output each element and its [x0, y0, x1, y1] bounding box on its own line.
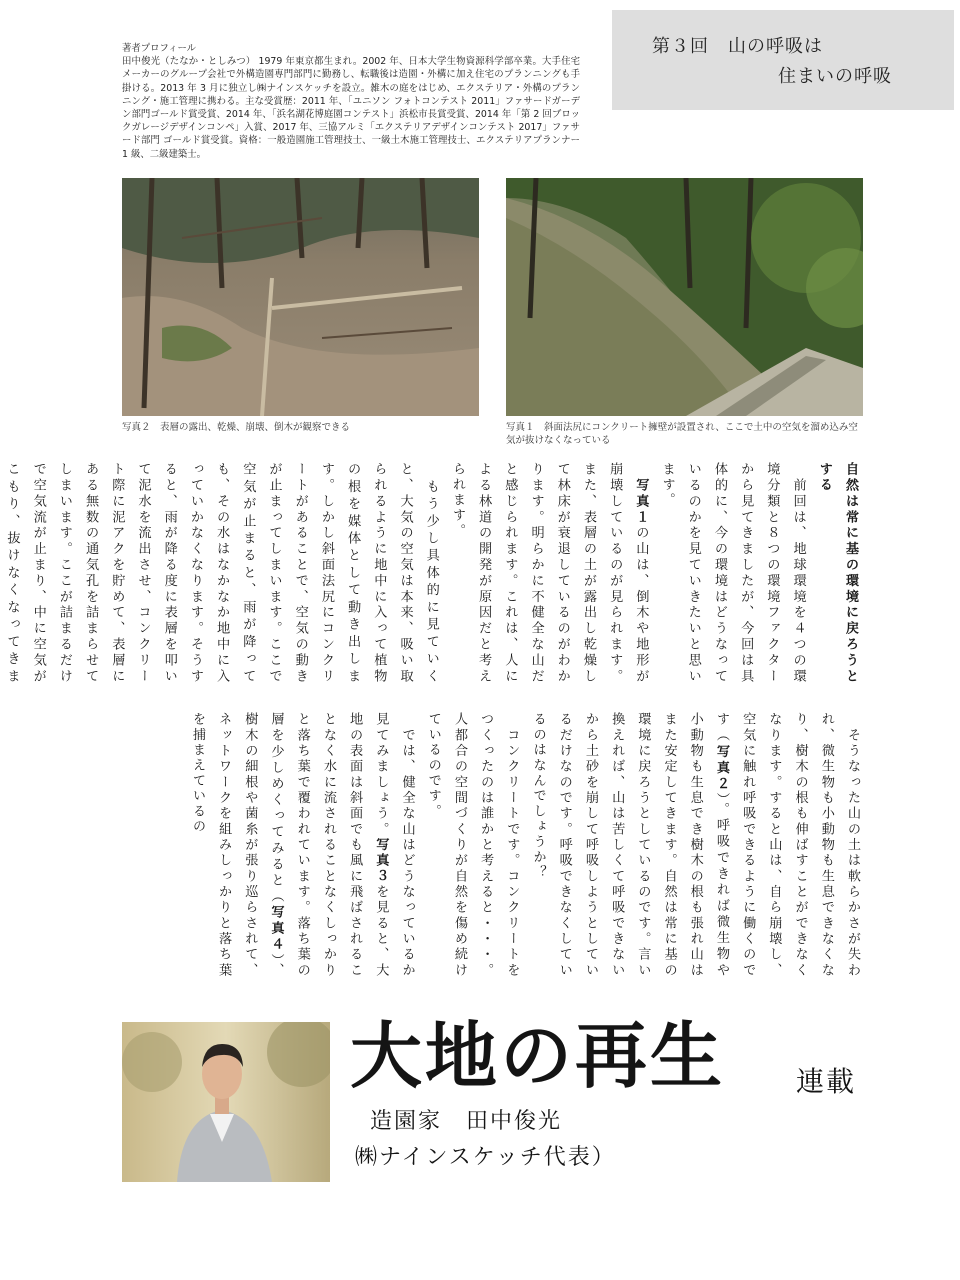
photo2-reference: 写真２ — [713, 744, 729, 793]
series-label: 連載 — [796, 1065, 857, 1098]
profile-body: 田中俊光（たなか・としみつ） 1979 年東京都生まれ。2002 年、日本大学生物資源科学部卒業。大手住宅メーカーのグループ会社で外構造園専門部門に勤務し、転職後は造園・外構に加え住宅のプランニングも手掛ける。2013 年 3 月に独立し㈱ナインスケッチを設立。雑木の庭をはじめ、エクステリア・外構のプランニング・施工管理に携わる。主な受賞歴：2011 年、「ユニソン フォトコンテスト 2011」ファサードガーデン部門ゴールド賞受賞、2014 年、「浜名湖花博庭園コンテスト」浜松市長賞受賞、2014 年「第 2 回ブロックガレージデザインコンペ」入賞、2017 年、三協アルミ「エクステリアデザインコンテスト 2017」ファサード部門 ゴールド賞受賞。資格：一般造園施工管理技士、一級土木施工管理技士、エクステリアプランナー 1 級、二級建築士。 — [122, 56, 580, 160]
article-paragraph-3: もう少し具体的に見ていくと、大気の空気は本来、吸い取られるように地中に入って植物の根を媒体として動き出します。しかし斜面法尻にコンクリートがあることで、空気の動きが止まってしまいます。ここで空気が止まると、雨が降っても、その水はなかなか地中に入っていかなくなります。そうすると、雨が降る度に表層を叩いて泥水を流出させ、コンクリート際に泥アクを貯めて、表層にある無数の通気孔を詰まらせてしまいます。ここが詰まるだけで空気流が止まり、中に空気がこもり、抜けなくなってきま — [4, 462, 439, 684]
photo-2-caption: 写真２ 表層の露出、乾燥、崩壊、倒木が観察できる — [122, 422, 351, 433]
article-paragraph-5: コンクリートです。コンクリートをつくったのは誰かと考えると・・・。人都合の空間づくりが自然を傷め続けているのです。 — [425, 712, 520, 978]
article-paragraph-2: の山は、倒木や地形が崩壊しているのが見られます。また、表層の土が露出し乾燥して林床が衰退しているのがわかります。明らかに不健全な山だと感じられます。これは、人による林道の開発が原因だと考えられます。 — [449, 462, 649, 684]
article-paragraph-6b: を見ると、大地の表面は斜面でも風に飛ばされることなく水に流されることなくしっかりと落ち葉で覆われています。落ち葉の層を少しめくってみると（ — [268, 712, 389, 978]
photo4-reference: 写真４ — [268, 904, 284, 954]
photo1-reference: 写真１ — [633, 477, 649, 526]
article-paragraph-4b: ）。呼吸できれば微生物や小動物も生息でき樹木の根も張れ山はまた安定してきます。自然は常に基の環境に戻ろうとしているのです。言い換えれば、山は苦しくて呼吸できないから土砂を崩して呼吸しようとしているだけなのです。呼吸できなくしているのはなんでしょうか？ — [530, 712, 729, 979]
author-name: 造園家 田中俊光 — [370, 1109, 563, 1134]
author-portrait — [122, 1022, 330, 1182]
series-main-title: 大地の再生 — [350, 1014, 726, 1098]
author-profile — [122, 42, 580, 161]
episode-title-line1: 第３回 山の呼吸は — [652, 36, 823, 57]
photo-1-caption: 写真１ 斜面法尻にコンクリート擁壁が設置され、ここで土中の空気を溜め込み空気が抜けなくなっている — [506, 422, 858, 446]
article-paragraph-6a: では、健全な山はどうなっているか見てみましょう。 — [373, 712, 415, 978]
photo-2 — [122, 178, 479, 416]
article-column-right — [4, 462, 863, 684]
author-company: ㈱ナインスケッチ代表） — [355, 1145, 616, 1170]
article-column-lower — [120, 712, 865, 978]
photo-1 — [506, 178, 863, 416]
article-column-left-top — [118, 462, 498, 684]
article-paragraph-6c: ）、樹木の細根や菌糸が張り巡らされて、ネットワークを組みしっかりと落ち葉を捕まえているの — [189, 712, 284, 978]
article-heading: 自然は常に基の環境に戻ろうとする — [816, 462, 858, 684]
photo3-reference: 写真３ — [373, 837, 389, 885]
article-paragraph-4a: そうなった山の土は軟らかさが失われ、微生物も小動物も生息できなくなり、樹木の根も伸ばすことができなくなります。すると山は、自ら崩壊し、空気に触れ呼吸できるように働くのです（ — [713, 712, 860, 978]
profile-title: 著者プロフィール — [122, 43, 197, 54]
episode-box — [612, 10, 954, 110]
episode-title-line2: 住まいの呼吸 — [778, 66, 892, 87]
article-paragraph-1: 前回は、地球環境を４つの環境分類と８つの環境ファクターから見てきましたが、今回は具体的に、今の環境はどうなっているのかを見ていきたいと思います。 — [659, 462, 806, 684]
